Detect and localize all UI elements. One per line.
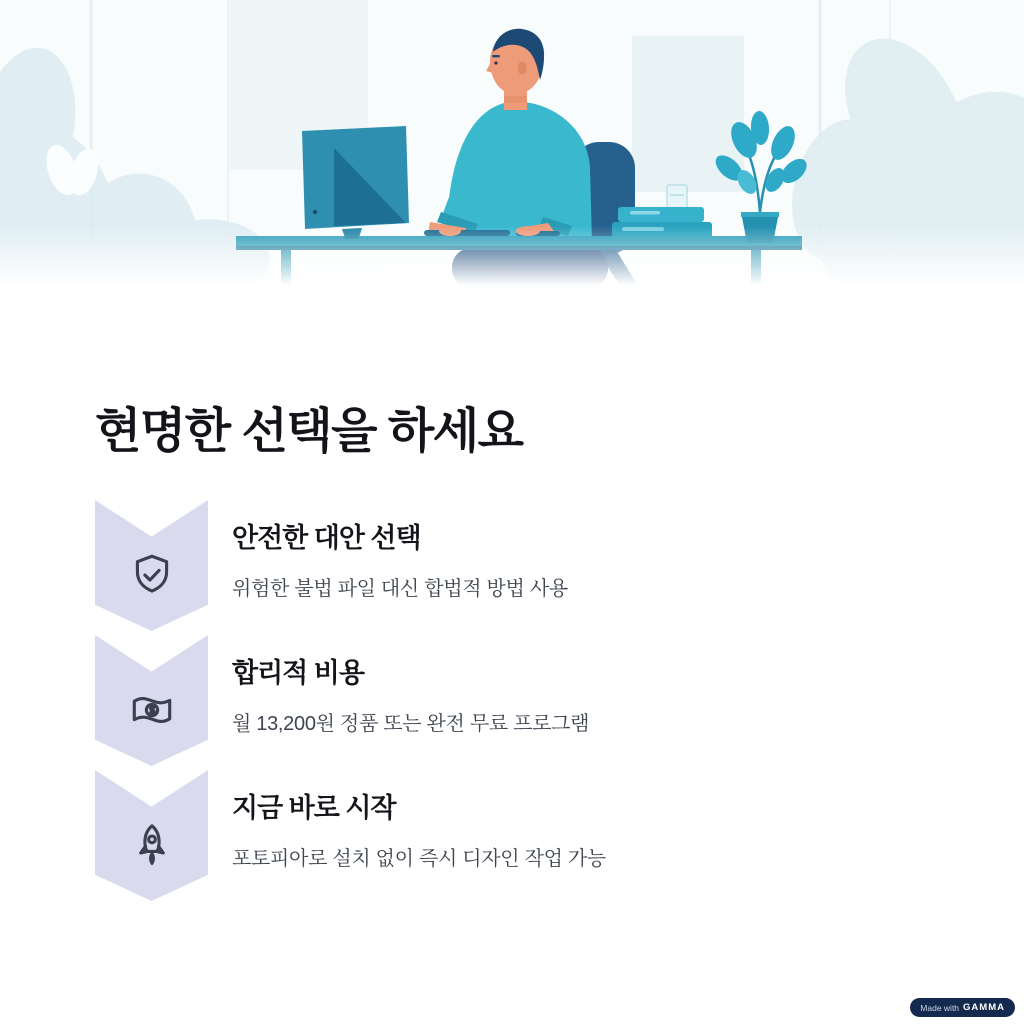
- feature-text: [232, 635, 589, 766]
- feature-description: 월 13,200원 정품 또는 완전 무료 프로그램: [232, 713, 590, 735]
- feature-item-start-now: [95, 770, 606, 901]
- rocket-icon: [127, 820, 177, 875]
- chevron-badge: [95, 770, 208, 901]
- page-title: 현명한 선택을 하세요: [95, 405, 523, 458]
- feature-title: 안전한 대안 선택: [232, 523, 421, 553]
- feature-description: 위험한 불법 파일 대신 합법적 방법 사용: [232, 578, 568, 600]
- made-with-text: Made with: [920, 1002, 960, 1013]
- banknote-icon: [127, 685, 177, 740]
- feature-item-safe-choice: [95, 500, 606, 631]
- chevron-badge: [95, 500, 208, 631]
- feature-text: [232, 500, 568, 631]
- feature-description: 포토피아로 설치 없이 즉시 디자인 작업 가능: [232, 848, 606, 870]
- feature-item-cost: [95, 635, 606, 766]
- chevron-badge: [95, 635, 208, 766]
- shield-check-icon: [127, 550, 177, 605]
- made-with-gamma-badge[interactable]: [910, 998, 1015, 1017]
- feature-text: [232, 770, 606, 901]
- feature-title: 지금 바로 시작: [232, 793, 396, 823]
- feature-list: [95, 500, 606, 901]
- gamma-logo-text: GAMMA: [963, 1002, 1005, 1013]
- hero-illustration: [0, 0, 1024, 296]
- feature-title: 합리적 비용: [232, 658, 364, 688]
